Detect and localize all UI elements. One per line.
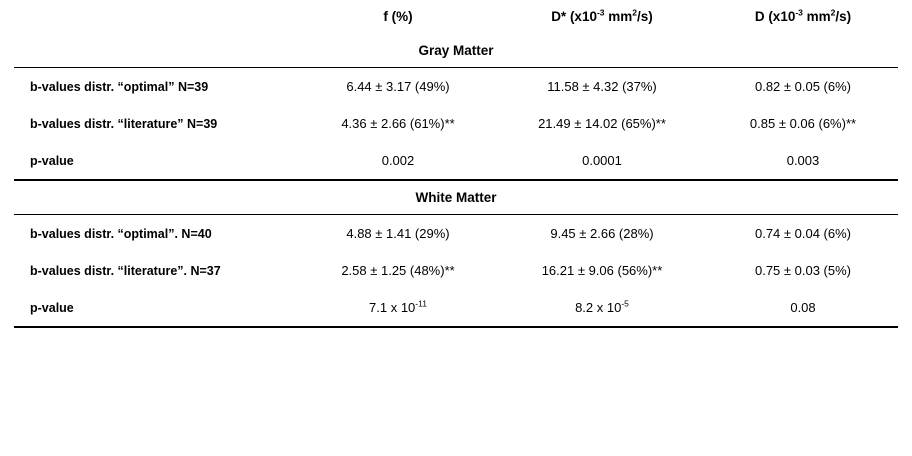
cell-dstar: 0.0001 bbox=[496, 142, 708, 180]
column-header-blank bbox=[14, 0, 300, 34]
table-row bbox=[14, 289, 898, 327]
cell-d: 0.75 ± 0.03 (5%) bbox=[754, 263, 852, 278]
cell-dstar bbox=[496, 289, 708, 327]
cell-dstar: 16.21 ± 9.06 (56%)** bbox=[541, 263, 663, 278]
column-header-dstar bbox=[496, 0, 708, 34]
column-header-d-prefix: D (x10 bbox=[754, 9, 796, 24]
section-title: White Matter bbox=[14, 180, 898, 215]
cell-dstar: 11.58 ± 4.32 (37%) bbox=[547, 79, 657, 94]
cell-f: 4.88 ± 1.41 (29%) bbox=[346, 226, 450, 241]
results-table bbox=[14, 0, 898, 328]
cell-d: 0.08 bbox=[708, 289, 898, 327]
section-header-gray-matter bbox=[14, 34, 898, 68]
column-header-dstar-sup2: 2 bbox=[632, 7, 638, 18]
row-label: b-values distr. “literature” N=39 bbox=[30, 116, 218, 131]
column-header-dstar-suffix: /s) bbox=[637, 9, 653, 24]
table-row bbox=[14, 105, 898, 142]
cell-f bbox=[300, 289, 496, 327]
column-header-dstar-sup: -3 bbox=[596, 7, 605, 18]
cell-f: 4.36 ± 2.66 (61%)** bbox=[341, 116, 455, 131]
cell-f-mantissa: 7.1 x 10 bbox=[369, 300, 416, 315]
cell-dstar-exponent: -5 bbox=[621, 298, 629, 309]
column-header-dstar-prefix: D* (x10 bbox=[551, 9, 597, 24]
cell-f: 2.58 ± 1.25 (48%)** bbox=[341, 263, 455, 278]
table-row bbox=[14, 68, 898, 106]
row-label: p-value bbox=[14, 142, 300, 180]
section-header-white-matter bbox=[14, 180, 898, 215]
column-header-d-mid: mm bbox=[802, 9, 831, 24]
column-header-d-suffix: /s) bbox=[835, 9, 852, 24]
cell-dstar: 21.49 ± 14.02 (65%)** bbox=[538, 116, 666, 131]
cell-dstar: 9.45 ± 2.66 (28%) bbox=[550, 226, 654, 241]
cell-d: 0.85 ± 0.06 (6%)** bbox=[749, 116, 857, 131]
row-label: p-value bbox=[14, 289, 300, 327]
cell-dstar-mantissa: 8.2 x 10 bbox=[575, 300, 622, 315]
table-row bbox=[14, 215, 898, 253]
cell-f: 0.002 bbox=[300, 142, 496, 180]
row-label: b-values distr. “optimal” N=39 bbox=[30, 79, 209, 94]
cell-d: 0.74 ± 0.04 (6%) bbox=[754, 226, 852, 241]
row-label: b-values distr. “literature”. N=37 bbox=[30, 263, 221, 278]
cell-d: 0.003 bbox=[708, 142, 898, 180]
row-label: b-values distr. “optimal”. N=40 bbox=[30, 226, 212, 241]
table-row bbox=[14, 252, 898, 289]
cell-d: 0.82 ± 0.05 (6%) bbox=[754, 79, 852, 94]
table-header-row bbox=[14, 0, 898, 34]
column-header-d-sup: -3 bbox=[795, 7, 803, 18]
column-header-d-sup2: 2 bbox=[830, 7, 836, 18]
cell-f-exponent: -11 bbox=[415, 298, 427, 309]
column-header-f: f (%) bbox=[383, 9, 413, 24]
table-row bbox=[14, 142, 898, 180]
column-header-d bbox=[708, 0, 898, 34]
column-header-dstar-mid: mm bbox=[604, 9, 633, 24]
section-title: Gray Matter bbox=[14, 34, 898, 68]
cell-f: 6.44 ± 3.17 (49%) bbox=[346, 79, 450, 94]
